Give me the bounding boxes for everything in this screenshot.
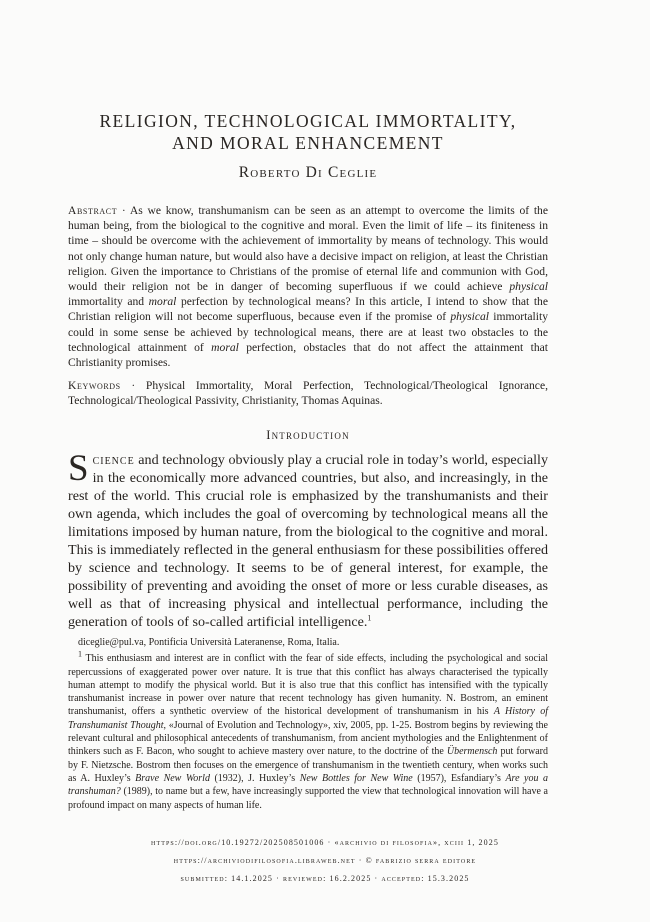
- footnote-1-text-f: (1989), to name but a few, have increasingly supported the view that technological innovation will have a profound impact on many aspects of human life.: [68, 786, 548, 811]
- lead-word: cience: [92, 451, 135, 468]
- abstract-text-2: immortality and: [68, 295, 149, 309]
- footnote-1-italic-5: Are you a transhuman?: [68, 772, 548, 798]
- abstract-italic-4: moral: [211, 340, 239, 354]
- title-line-2: AND MORAL ENHANCEMENT: [172, 133, 444, 153]
- abstract: [68, 203, 548, 370]
- article-title: [68, 110, 548, 154]
- abstract-italic-3: physical: [450, 310, 489, 324]
- introduction-text: and technology obviously play a crucial role in today’s world, especially in the economically more advanced countries, but also, and increasingly, in the rest of the world. This crucial role is emphasized by the transhumanists and their own agenda, which includes the goal of overcoming by technological means all the limitations imposed by human nature, from the biological to the cognitive and moral. This is immediately reflected in the general enthusiasm for these possibilities offered by science and technology. It seems to be of general interest, for example, the possibility of preventing and avoiding the onset of more or less curable diseases, as well as that of increasing physical and intellectual performance, including the generation of tools of so-called artificial intelligence.: [68, 451, 548, 631]
- footnote-1-text-a: This enthusiasm and interest are in conflict with the fear of side effects, including the psychological and social repercussions of exaggerated power over nature. It is true that this conflict has always characterised the typically human attempt to modify the physical world. But it is also true that this conflict has intensified with the typically transhumanist increase in power over nature that recent technology has given humanity. N. Bostrom, an eminent transhumanist, offers a synthetic overview of the historical development of transhumanism in his: [68, 653, 548, 718]
- author-contact: diceglie@pul.va, Pontificia Università Lateranense, Roma, Italia.: [78, 637, 340, 648]
- footnote-1: [68, 649, 548, 812]
- footnote-1-italic-1: A History of Transhumanist Thought: [68, 706, 548, 731]
- article-page: [68, 0, 548, 632]
- footnote-1-number: 1: [78, 649, 82, 659]
- abstract-separator: ·: [117, 204, 130, 217]
- keywords-separator: ·: [120, 379, 146, 393]
- footer-doi-line[interactable]: https://doi.org/10.19272/202508501006 · «archivio di filosofia», xciii 1, 2025: [151, 838, 499, 847]
- abstract-text-5: perfection, obstacles that do not affect the attainment that Christianity promises.: [68, 340, 548, 370]
- abstract-italic-1: physical: [509, 280, 548, 294]
- drop-cap: S: [68, 447, 89, 489]
- title-line-1: RELIGION, TECHNOLOGICAL IMMORTALITY,: [99, 111, 517, 131]
- introduction-paragraph: [68, 447, 548, 632]
- footnote-ref-1[interactable]: 1: [367, 613, 372, 623]
- abstract-label: Abstract: [68, 204, 118, 217]
- keywords-text: Physical Immortality, Moral Perfection, Technological/Theological Ignorance, Technological/Theological Passivity, Christianity, Thomas Aquinas.: [68, 379, 548, 408]
- footnote-1-italic-4: New Bottles for New Wine: [299, 772, 413, 784]
- footnote-1-text-e: (1957), Esfandiary’s: [412, 772, 506, 784]
- keywords: [68, 378, 548, 408]
- footnote-1-italic-2: Übermensch: [446, 746, 498, 758]
- section-heading-introduction: Introduction: [266, 427, 350, 442]
- footnotes: [68, 636, 548, 812]
- footnote-1-text-d: (1932), J. Huxley’s: [209, 772, 300, 784]
- footer-dates-line: submitted: 14.1.2025 · reviewed: 16.2.2025 · accepted: 15.3.2025: [180, 874, 470, 883]
- footnote-1-text-b: , «Journal of Evolution and Technology», xiv, 2005, pp. 1-25. Bostrom begins by reviewing the relevant cultural and philosophical antecedents of transhumanism, from ancient mythologies and the Enlightenment of thinkers such as F. Bacon, who sought to achieve mastery over nature, to the doctrine of the: [68, 719, 548, 758]
- abstract-text-4: immortality could in some sense be achieved by technological means, there are at least two obstacles to the technological attainment of: [68, 310, 548, 354]
- author-name: Roberto Di Ceglie: [238, 164, 378, 181]
- footnote-1-italic-3: Brave New World: [135, 772, 210, 784]
- abstract-text-3: perfection by technological means? In this article, I intend to show that the Christian religion will not become superfluous, because even if the promise of: [68, 295, 549, 324]
- footnote-1-text-c: put forward by F. Nietzsche. Bostrom then focuses on the emergence of transhumanism in the twentieth century, when works such as A. Huxley’s: [68, 746, 548, 784]
- footer-publisher-line[interactable]: https://archiviodifilosofia.libraweb.net · © fabrizio serra editore: [173, 856, 477, 865]
- keywords-label: Keywords: [68, 379, 121, 393]
- abstract-italic-2: moral: [148, 295, 177, 309]
- abstract-text-1: As we know, transhumanism can be seen as an attempt to overcome the limits of the human being, from the biological to the cognitive and moral. Even the limit of life – its finiteness in time – should be overcome with the achievement of immortality by means of technology. This would not only change human nature, but would also have a decisive impact on religion, at least the Christian religion. Given the importance to Christians of the promise of eternal life and communion with God, would their religion not be in danger of becoming superfluous if we could achieve: [68, 204, 548, 294]
